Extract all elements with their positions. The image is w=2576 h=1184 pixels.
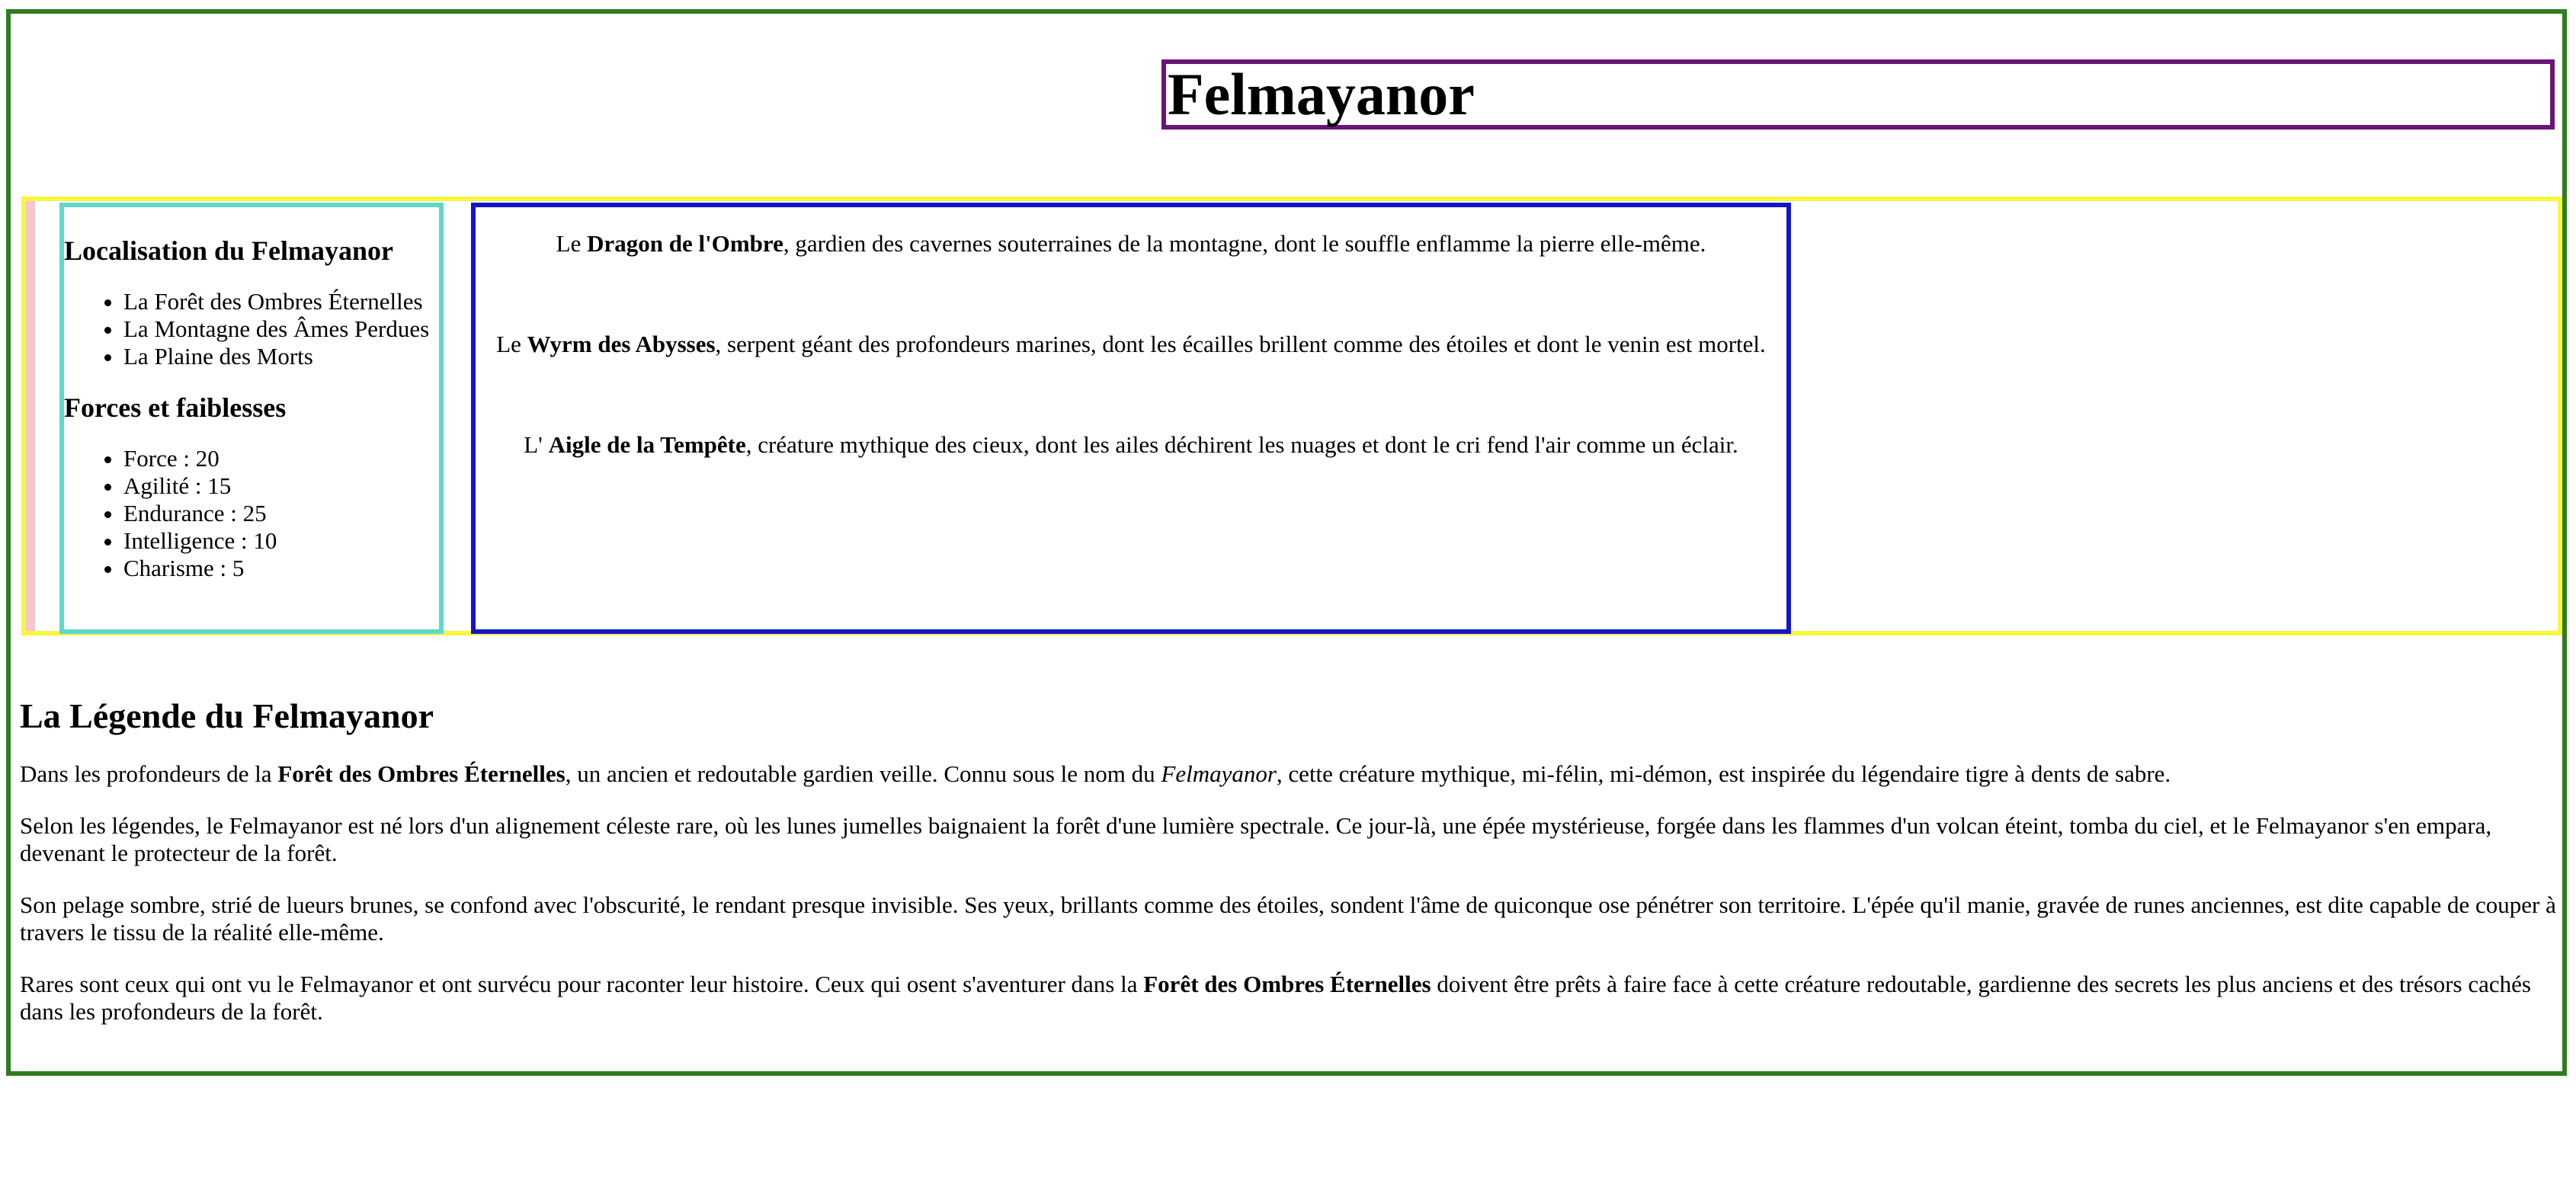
text-run: , cette créature mythique, mi-félin, mi-démon, est inspirée du légendaire tigre à dents de sabre. [1276,760,2171,787]
stat-item: • Agilité : 15 [123,472,439,500]
creature-prefix: Le [496,331,527,357]
creature-prefix: L' [524,431,549,458]
legend-paragraph-1 [20,760,2562,788]
creature-name-italic: Felmayanor [1161,760,1277,787]
stats-list [64,445,439,582]
forest-name: Forêt des Ombres Éternelles [277,760,566,787]
creature-entry [476,331,1786,358]
side-strip [26,201,35,631]
title-box [1161,59,2555,130]
creature-prefix: Le [556,230,588,257]
creature-description: , créature mythique des cieux, dont les ailes déchirent les nuages et dont le cri fend l'air comme un éclair. [745,431,1738,458]
stat-item: • Intelligence : 10 [123,527,439,555]
location-list [64,288,439,370]
location-item: • La Montagne des Âmes Perdues [123,315,439,343]
sidebar-panel [59,203,444,634]
creatures-panel [471,203,1791,634]
stat-item: • Charisme : 5 [123,555,439,582]
text-run: Rares sont ceux qui ont vu le Felmayanor et ont survécu pour raconter leur histoire. Ceux qui osent s'aventurer dans la [20,971,1144,997]
legend-paragraph-2: Selon les légendes, le Felmayanor est né lors d'un alignement céleste rare, où les lunes jumelles baignaient la forêt d'une lumière spectrale. Ce jour-là, une épée mystérieuse, forgée dans les flammes d'un volcan éteint, tomba du ciel, et le Felmayanor s'en empara, devenant le protecteur de la forêt. [20,812,2492,866]
creature-name: Wyrm des Abysses [527,331,716,357]
creature-entry [476,230,1786,258]
legend-section [20,696,2562,1050]
legend-heading: La Légende du Felmayanor [20,696,434,735]
creature-name: Aigle de la Tempête [548,431,746,458]
page-container [6,9,2567,1076]
location-item: • La Forêt des Ombres Éternelles [123,288,439,315]
info-section [21,197,2562,635]
legend-paragraph-4 [20,971,2562,1026]
text-run: doivent être prêts à faire face à cette créature redoutable, gardienne des secrets les plus anciens et des trésors cachés dans les profondeurs de la forêt. [20,971,2531,1025]
forest-name: Forêt des Ombres Éternelles [1143,971,1431,997]
text-run: Dans les profondeurs de la [20,760,278,787]
location-item: • La Plaine des Morts [123,343,439,370]
creature-name: Dragon de l'Ombre [587,230,783,257]
stats-heading: Forces et faiblesses [64,392,287,423]
creature-description: , serpent géant des profondeurs marines, dont les écailles brillent comme des étoiles et dont le venin est mortel. [715,331,1766,357]
legend-paragraph-3: Son pelage sombre, strié de lueurs brunes, se confond avec l'obscurité, le rendant presque invisible. Ses yeux, brillants comme des étoiles, sondent l'âme de quiconque ose pénétrer son territoire. L'épée qu'il manie, gravée de runes anciennes, est dite capable de couper à travers le tissu de la réalité elle-même. [20,891,2556,946]
creature-description: , gardien des cavernes souterraines de la montagne, dont le souffle enflamme la pierre elle-même. [783,230,1706,257]
stat-item: • Endurance : 25 [123,500,439,527]
creature-entry [476,431,1786,459]
text-run: , un ancien et redoutable gardien veille. Connu sous le nom du [565,760,1161,787]
location-heading: Localisation du Felmayanor [64,235,394,266]
page-title: Felmayanor [1168,61,1475,127]
stat-item: • Force : 20 [123,445,439,472]
